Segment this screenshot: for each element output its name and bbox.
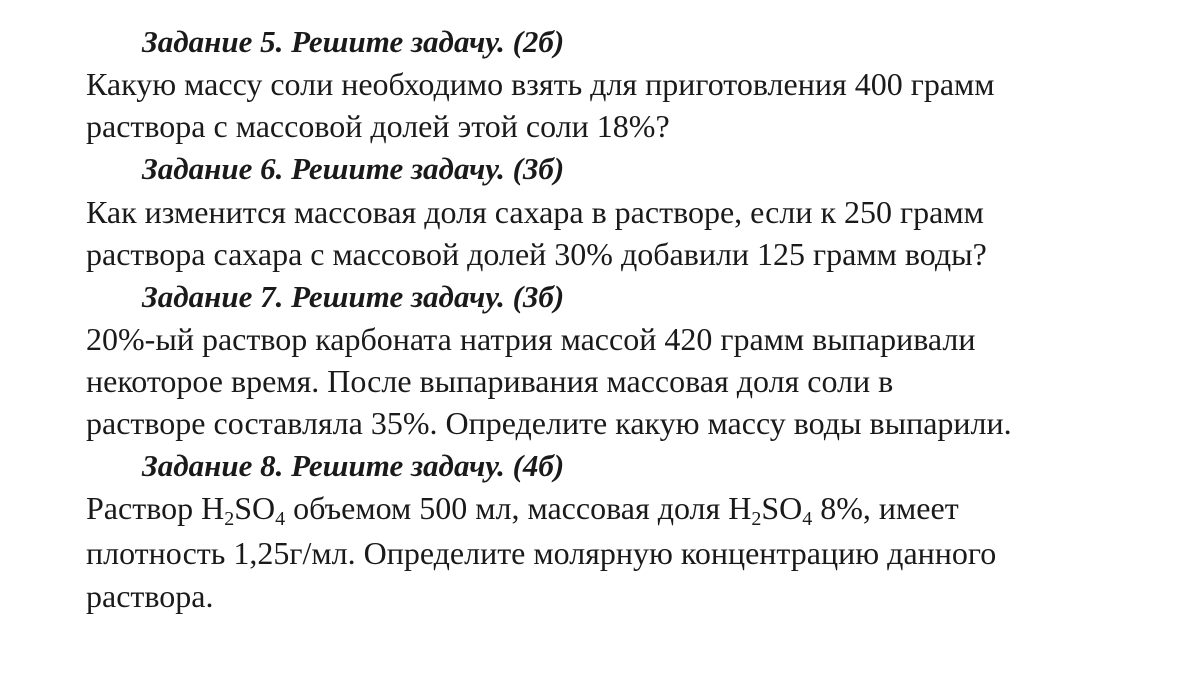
text-run: 8%, имеет <box>812 490 959 526</box>
task-5-text-line-1: Какую массу соли необходимо взять для приготовления 400 грамм <box>86 66 995 102</box>
task-7-text-line-3: растворе составляла 35%. Определите какую массу воды выпарили. <box>86 405 1012 441</box>
subscript: 4 <box>275 508 286 530</box>
task-7-text-line-1: 20%-ый раствор карбоната натрия массой 420 грамм выпаривали <box>86 321 976 357</box>
task-5-text-line-2: раствора с массовой долей этой соли 18%? <box>86 108 670 144</box>
task-6-text-line-1: Как изменится массовая доля сахара в растворе, если к 250 грамм <box>86 194 984 230</box>
task-7-heading: Задание 7. Решите задачу. (3б) <box>142 279 565 314</box>
text-run: SO <box>761 490 803 526</box>
subscript: 4 <box>802 508 813 530</box>
text-run: SO <box>234 490 276 526</box>
task-8-heading: Задание 8. Решите задачу. (4б) <box>142 448 565 483</box>
task-8-text-line-3: раствора. <box>86 578 214 614</box>
task-5-heading: Задание 5. Решите задачу. (2б) <box>142 24 565 59</box>
task-8-text-line-1 <box>86 490 959 530</box>
subscript: 2 <box>224 508 235 530</box>
task-8-text-line-2: плотность 1,25г/мл. Определите молярную концентрацию данного <box>86 535 997 571</box>
task-6-heading: Задание 6. Решите задачу. (3б) <box>142 151 565 186</box>
text-run: Раствор H <box>86 490 225 526</box>
task-7-text-line-2: некоторое время. После выпаривания массовая доля соли в <box>86 363 894 399</box>
task-6-text-line-2: раствора сахара с массовой долей 30% добавили 125 грамм воды? <box>86 236 987 272</box>
text-run: объемом 500 мл, массовая доля H <box>285 490 752 526</box>
subscript: 2 <box>751 508 762 530</box>
